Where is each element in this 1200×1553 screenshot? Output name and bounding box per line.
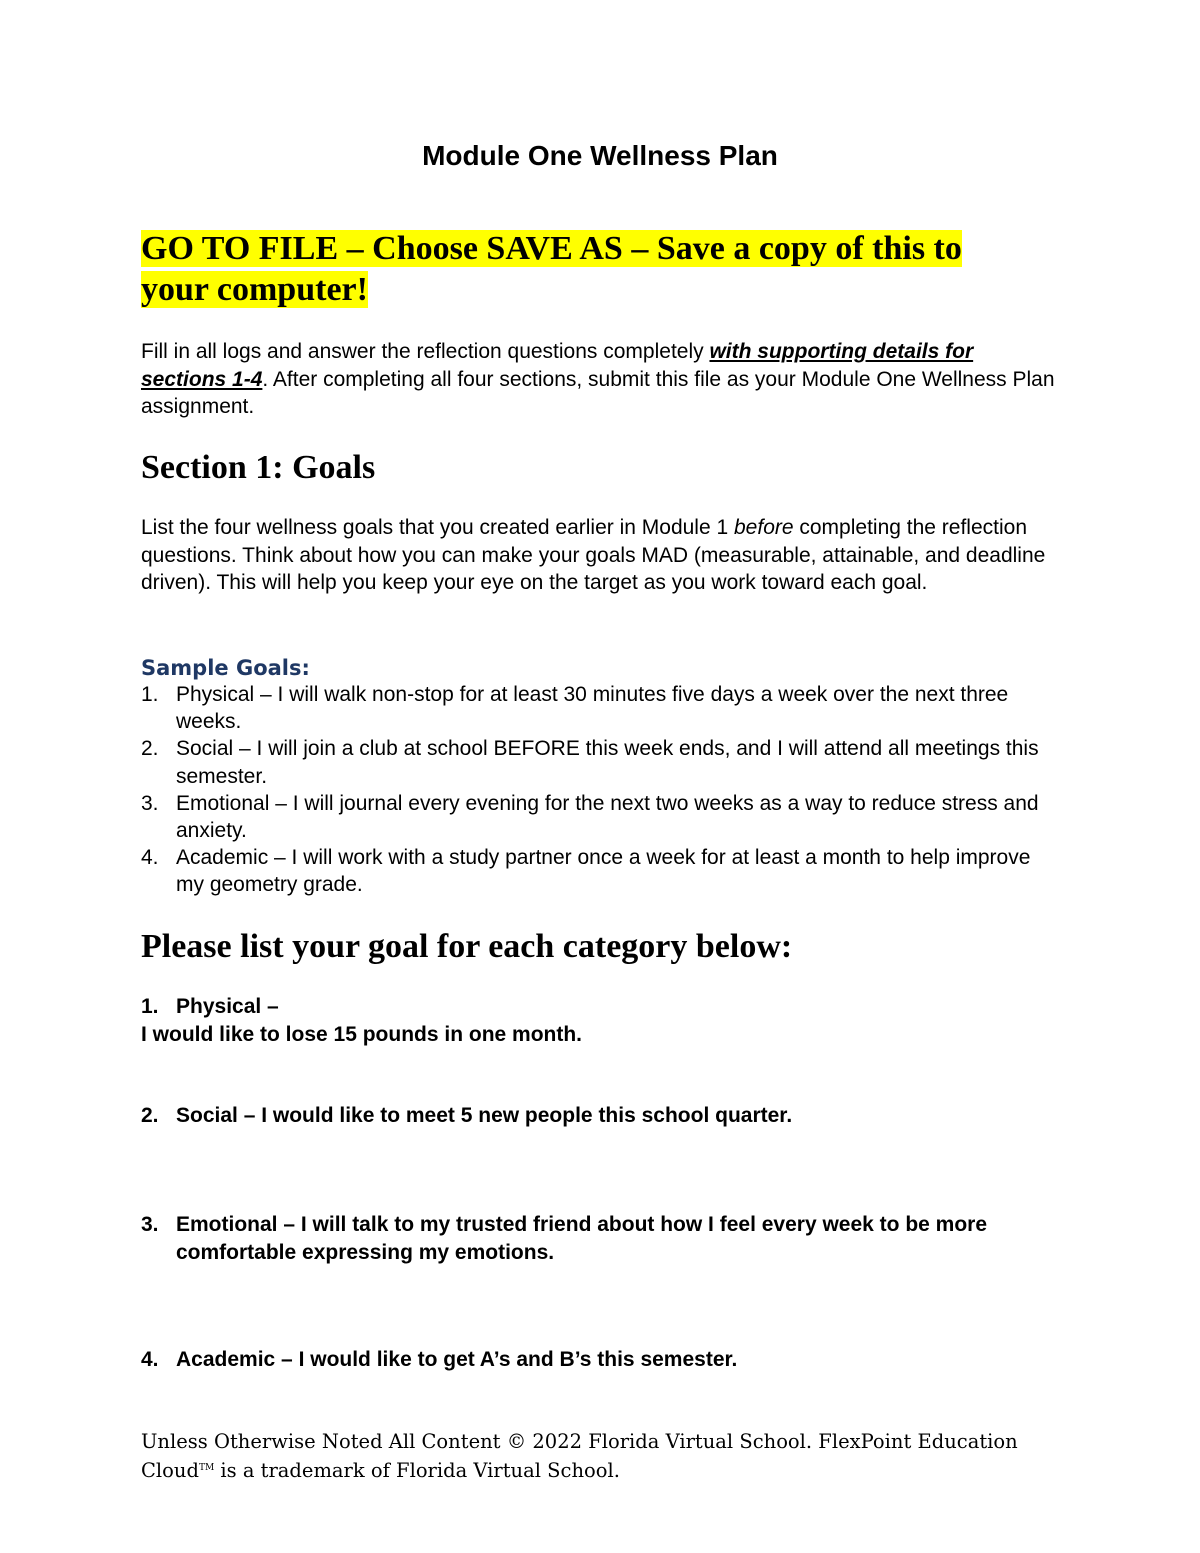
list-item bbox=[141, 681, 1061, 735]
trademark-symbol: TM bbox=[198, 1463, 215, 1473]
copyright-footer bbox=[141, 1428, 1061, 1484]
list-item bbox=[141, 735, 1061, 789]
goal-answer: I would like to lose 15 pounds in one month. bbox=[141, 1022, 583, 1046]
banner-line-2: your computer! bbox=[141, 271, 368, 308]
goal-physical[interactable] bbox=[141, 993, 1061, 1048]
intro-text-after: . After completing all four sections, submit this file as your Module One Wellness Plan assignment. bbox=[141, 367, 1055, 418]
list-item-text: Academic – I will work with a study partner once a week for at least a month to help improve my geometry grade. bbox=[176, 846, 1031, 897]
intro-paragraph bbox=[141, 338, 1061, 421]
goal-academic[interactable] bbox=[141, 1346, 1061, 1374]
list-item bbox=[141, 790, 1061, 844]
goal-number: 3. bbox=[141, 1213, 159, 1236]
goal-number: 1. bbox=[141, 995, 159, 1018]
goal-text: Academic – I would like to get A’s and B’s this semester. bbox=[176, 1348, 738, 1371]
intro-text-before: Fill in all logs and answer the reflection questions completely bbox=[141, 340, 710, 363]
list-item-text: Physical – I will walk non-stop for at least 30 minutes five days a week over the next three weeks. bbox=[176, 683, 1009, 734]
goal-number: 2. bbox=[141, 1104, 159, 1127]
section-1-paragraph bbox=[141, 514, 1061, 597]
goals-section-heading: Please list your goal for each category below: bbox=[141, 928, 793, 965]
goal-number: 4. bbox=[141, 1348, 159, 1371]
save-instruction-banner bbox=[141, 228, 1041, 310]
list-item-number: 4. bbox=[141, 846, 159, 870]
sample-goals-list bbox=[141, 681, 1061, 899]
goal-social[interactable] bbox=[141, 1102, 1061, 1130]
goal-label: Physical – bbox=[176, 995, 279, 1018]
list-item bbox=[141, 844, 1061, 898]
list-item-number: 1. bbox=[141, 683, 159, 706]
list-item-text: Social – I will join a club at school BEFORE this week ends, and I will attend all meetings this semester. bbox=[176, 737, 1039, 788]
goal-emotional[interactable] bbox=[141, 1211, 1061, 1266]
banner-line-1: GO TO FILE – Choose SAVE AS – Save a copy of this to bbox=[141, 230, 962, 267]
sample-goals-label: Sample Goals: bbox=[141, 656, 310, 680]
goal-text: Emotional – I will talk to my trusted friend about how I feel every week to be more comfortable expressing my emotions. bbox=[176, 1213, 988, 1264]
list-item-text: Emotional – I will journal every evening for the next two weeks as a way to reduce stress and anxiety. bbox=[176, 791, 1039, 843]
section-1-text-before: List the four wellness goals that you created earlier in Module 1 bbox=[141, 516, 734, 539]
footer-text-before: Unless Otherwise Noted All Content © 2022 Florida Virtual School. FlexPoint Education Cloud bbox=[141, 1430, 1018, 1482]
page-title: Module One Wellness Plan bbox=[422, 140, 778, 171]
intro-emphasis: with supporting details for sections 1-4 bbox=[141, 340, 974, 391]
section-1-heading: Section 1: Goals bbox=[141, 449, 376, 486]
section-1-text-italic: before bbox=[734, 516, 794, 539]
goal-text: Social – I would like to meet 5 new people this school quarter. bbox=[176, 1104, 793, 1127]
list-item-number: 2. bbox=[141, 737, 159, 761]
footer-text-after: is a trademark of Florida Virtual School. bbox=[214, 1459, 620, 1482]
section-1-text-after: completing the reflection questions. Think about how you can make your goals MAD (measurable, attainable, and deadline driven). This will help you keep your eye on the target as you work toward each goal. bbox=[141, 516, 1046, 594]
list-item-number: 3. bbox=[141, 791, 159, 815]
